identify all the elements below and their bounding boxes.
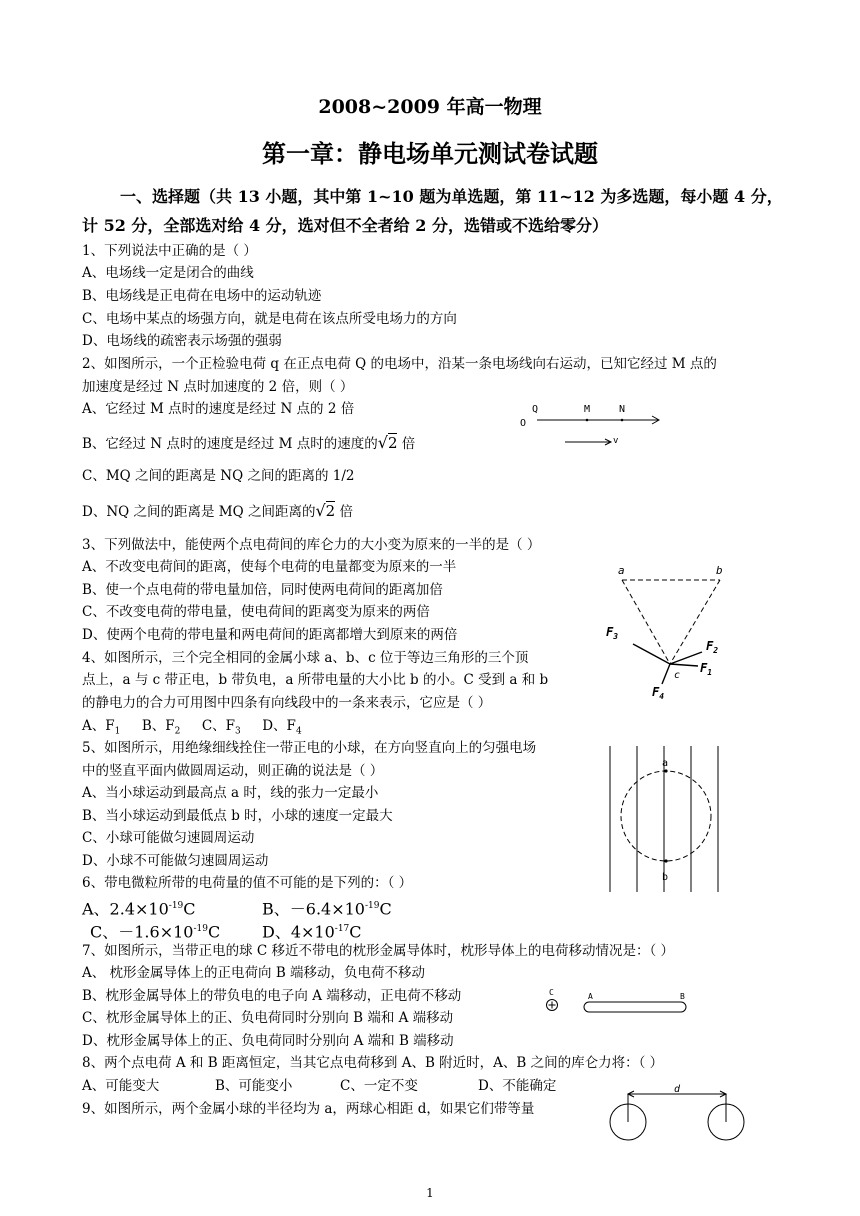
point-b bbox=[664, 859, 667, 862]
exam-year-title: 2008~2009 年高一物理 bbox=[318, 96, 542, 118]
q1-option-c: C、电场中某点的场强方向，就是电荷在该点所受电场力的方向 bbox=[82, 311, 457, 327]
q5-option-a: A、当小球运动到最高点 a 时，线的张力一定最小 bbox=[82, 785, 379, 801]
q9-stem: 9、如图所示，两个金属小球的半径均为 a，两球心相距 d，如果它们带等量 bbox=[82, 1101, 535, 1117]
q2-option-b bbox=[82, 432, 415, 455]
q4-option-a: A、$F_1$ bbox=[82, 718, 121, 737]
force-f2 bbox=[670, 652, 702, 664]
q6-option-c: C、$-1.6\times 10^{-19}C$ bbox=[90, 922, 221, 942]
q5-option-b: B、当小球运动到最低点 b 时，小球的速度一定最大 bbox=[82, 808, 393, 824]
q5-fig-label-a: a bbox=[662, 758, 669, 769]
q4-triangle-figure bbox=[600, 556, 740, 704]
q6-stem: 6、带电微粒所带的电荷量的值不可能的是下列的：（ ） bbox=[82, 875, 413, 891]
q4-fig-label-f2: $F_2$ bbox=[706, 639, 719, 655]
q5-circle-figure bbox=[600, 742, 740, 894]
q7-stem: 7、如图所示，当带正电的球 C 移近不带电的枕形金属导体时，枕形导体上的电荷移动情况是：（ ） bbox=[82, 943, 675, 959]
point-m bbox=[586, 419, 589, 422]
q2-fig-label-o: O bbox=[520, 418, 527, 429]
point-n bbox=[621, 419, 624, 422]
q8-option-d: D、不能确定 bbox=[478, 1078, 557, 1094]
q2-option-d-root: 2 bbox=[325, 502, 336, 520]
pillow-conductor bbox=[584, 1002, 686, 1012]
q2-option-d bbox=[82, 500, 353, 523]
q4-option-b: B、$F_2$ bbox=[141, 718, 181, 737]
q1-option-a: A、电场线一定是闭合的曲线 bbox=[82, 265, 254, 281]
q8-option-b: B、可能变小 bbox=[215, 1078, 293, 1094]
q2-field-line-figure bbox=[510, 398, 670, 450]
q4-stem-line3: 的静电力的合力可用图中四条有向线段中的一条来表示，它应是（ ） bbox=[82, 695, 492, 711]
q7-fig-label-c: C bbox=[549, 988, 554, 997]
section-header-line2: 计 52 分，全部选对给 4 分，选对但不全者给 2 分，选错或不选给零分） bbox=[82, 216, 608, 235]
q2-option-c: C、MQ 之间的距离是 NQ 之间的距离的 1/2 bbox=[82, 468, 355, 484]
q7-conductor-figure bbox=[540, 982, 700, 1022]
q8-option-a: A、可能变大 bbox=[82, 1078, 160, 1094]
force-f3 bbox=[633, 644, 670, 664]
q2-option-b-text: B、它经过 N 点时的速度是经过 M 点时的速度的 bbox=[82, 436, 378, 452]
q2-fig-label-q: Q bbox=[532, 404, 539, 415]
page-number: 1 bbox=[426, 1186, 434, 1200]
sqrt-sign: √ bbox=[377, 433, 388, 452]
q6-option-a: A、$2.4\times 10^{-19}C$ bbox=[82, 899, 196, 919]
q4-fig-label-b: b bbox=[716, 564, 723, 577]
section-header bbox=[82, 182, 792, 240]
q3-option-b: B、使一个点电荷的带电量加倍，同时使两电荷间的距离加倍 bbox=[82, 582, 443, 598]
q4-stem-line1: 4、如图所示，三个完全相同的金属小球 a、b、c 位于等边三角形的三个顶 bbox=[82, 650, 529, 666]
q4-stem-line2: 点上，a 与 c 带正电，b 带负电，a 所带电量的大小比 b 的小。C 受到 a 和 b bbox=[82, 672, 549, 688]
q2-option-a: A、它经过 M 点时的速度是经过 N 点的 2 倍 bbox=[82, 401, 355, 417]
point-a bbox=[664, 769, 667, 772]
q1-stem: 1、下列说法中正确的是（ ） bbox=[82, 243, 257, 259]
q7-option-c: C、枕形金属导体上的正、负电荷同时分别向 B 端和 A 端移动 bbox=[82, 1010, 454, 1026]
q7-option-d: D、枕形金属导体上的正、负电荷同时分别向 A 端和 B 端移动 bbox=[82, 1033, 454, 1049]
q9-spheres-figure bbox=[600, 1084, 760, 1144]
q4-fig-label-f3: $F_3$ bbox=[606, 625, 619, 641]
q5-stem-line1: 5、如图所示，用绝缘细线拴住一带正电的小球，在方向竖直向上的匀强电场 bbox=[82, 740, 537, 756]
q6-option-d: D、$4\times 10^{-17}C$ bbox=[262, 922, 362, 942]
force-f1 bbox=[670, 664, 698, 666]
q2-option-b-root: 2 bbox=[387, 434, 398, 452]
q8-stem: 8、两个点电荷 A 和 B 距离恒定，当其它点电荷移到 A、B 附近时，A、B 之间的库仑力将：（ ） bbox=[82, 1055, 664, 1071]
q2-stem-line1: 2、如图所示，一个正检验电荷 q 在正点电荷 Q 的电场中，沿某一条电场线向右运动，已知它经过 M 点的 bbox=[82, 356, 717, 372]
q4-option-d: D、$F_4$ bbox=[262, 718, 302, 737]
q2-fig-label-v: v bbox=[613, 436, 619, 446]
q2-option-d-end: 倍 bbox=[339, 504, 354, 520]
q2-option-d-text: D、NQ 之间的距离是 MQ 之间距离的 bbox=[82, 504, 316, 520]
q5-option-d: D、小球不可能做匀速圆周运动 bbox=[82, 853, 269, 869]
q8-option-c: C、一定不变 bbox=[340, 1078, 418, 1094]
q5-fig-label-b: b bbox=[662, 872, 669, 883]
q2-fig-label-m: M bbox=[584, 404, 591, 415]
q2-option-b-end: 倍 bbox=[401, 436, 416, 452]
q4-fig-label-c: c bbox=[674, 670, 681, 681]
q7-fig-label-a: A bbox=[588, 992, 593, 1001]
q3-option-a: A、不改变电荷间的距离，使每个电荷的电量都变为原来的一半 bbox=[82, 559, 457, 575]
q1-option-b: B、电场线是正电荷在电场中的运动轨迹 bbox=[82, 288, 322, 304]
q7-option-a: A、 枕形金属导体上的正电荷向 B 端移动，负电荷不移动 bbox=[82, 965, 426, 981]
q4-fig-label-f4: $F_4$ bbox=[652, 685, 665, 701]
q4-fig-label-a: a bbox=[618, 564, 625, 577]
q1-option-d: D、电场线的疏密表示场强的强弱 bbox=[82, 333, 282, 349]
q6-option-b: B、$-6.4\times 10^{-19}C$ bbox=[262, 899, 392, 919]
q3-option-d: D、使两个电荷的带电量和两电荷间的距离都增大到原来的两倍 bbox=[82, 627, 458, 643]
chapter-title: 第一章：静电场单元测试卷试题 bbox=[262, 139, 598, 168]
force-f4 bbox=[662, 664, 670, 684]
q3-option-c: C、不改变电荷的带电量，使电荷间的距离变为原来的两倍 bbox=[82, 604, 430, 620]
q7-fig-label-b: B bbox=[680, 992, 685, 1001]
q2-stem-line2: 加速度是经过 N 点时加速度的 2 倍，则（ ） bbox=[82, 379, 354, 395]
q4-fig-label-f1: $F_1$ bbox=[700, 661, 713, 677]
q7-option-b: B、枕形金属导体上的带负电的电子向 A 端移动，正电荷不移动 bbox=[82, 988, 462, 1004]
circular-path bbox=[621, 771, 711, 861]
section-header-line1: 一、选择题（共 13 小题，其中第 1~10 题为单选题，第 11~12 为多选题，每小题 4 分， bbox=[120, 187, 783, 206]
q4-option-c: C、$F_3$ bbox=[201, 718, 241, 737]
q2-fig-label-n: N bbox=[619, 404, 626, 415]
q5-stem-line2: 中的竖直平面内做圆周运动，则正确的说法是（ ） bbox=[82, 763, 384, 779]
q9-fig-label-d: d bbox=[674, 1084, 681, 1095]
q3-stem: 3、下列做法中，能使两个点电荷间的库仑力的大小变为原来的一半的是（ ） bbox=[82, 537, 541, 553]
q5-option-c: C、小球可能做匀速圆周运动 bbox=[82, 830, 255, 846]
sqrt-sign: √ bbox=[315, 501, 326, 520]
